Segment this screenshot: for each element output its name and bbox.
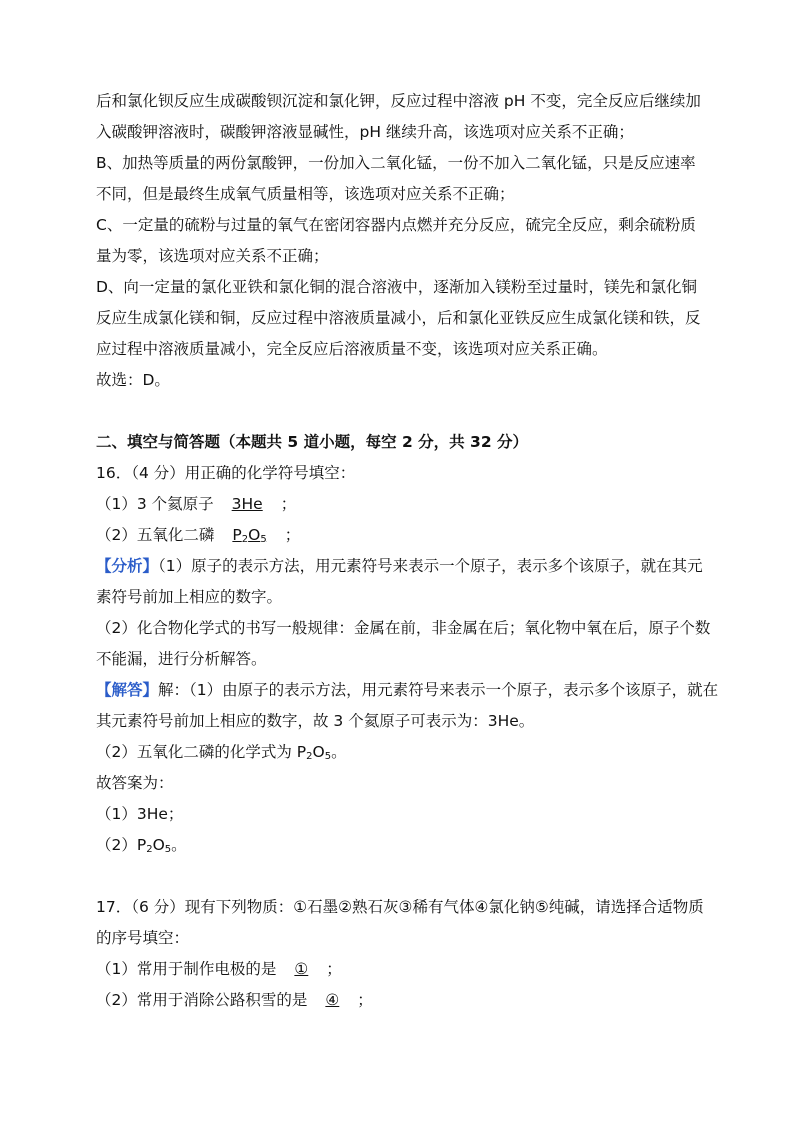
part-suffix: ； (357, 991, 373, 1009)
part-prefix: （2）五氧化二磷 (96, 526, 215, 544)
text-line: C、一定量的硫粉与过量的氧气在密闭容器内点燃并充分反应，硫完全反应，剩余硫粉质 (96, 216, 696, 234)
question-17-part-1 (96, 954, 716, 985)
solution-text: 。 (331, 743, 347, 761)
final-choice: 故选：D。 (96, 371, 170, 389)
answer-blank (214, 526, 284, 544)
analysis-line: （2）化合物化学式的书写一般规律：金属在前，非金属在后；氧化物中氧在后，原子个数 (96, 619, 711, 637)
answer-blank (276, 960, 326, 978)
answer-text: 3He (231, 495, 263, 513)
answer-text: O (152, 836, 165, 854)
solution-text: （2）五氧化二磷的化学式为 P (96, 743, 307, 761)
answer-label: 故答案为： (96, 774, 174, 792)
part-suffix: ； (284, 526, 301, 544)
solution-line (96, 737, 716, 768)
subscript: 5 (164, 844, 172, 855)
question-16-stem: 16．（4 分）用正确的化学符号填空： (96, 464, 356, 482)
document-content (96, 86, 719, 1016)
part-prefix: （2）常用于消除公路积雪的是 (96, 991, 308, 1009)
solution-text: 解：（1）由原子的表示方法，用元素符号来表示一个原子，表示多个该原子，就在 (158, 681, 719, 699)
part-suffix: ； (280, 495, 297, 513)
answer-text: ④ (325, 991, 340, 1009)
answer-line: （1）3He； (96, 805, 184, 823)
text-line: 后和氯化钡反应生成碳酸钡沉淀和氯化钾，反应过程中溶液 pH 不变，完全反应后继续加 (96, 92, 701, 110)
subscript: 5 (324, 751, 332, 762)
analysis-line (96, 551, 716, 582)
question-16-part-2 (96, 520, 716, 551)
analysis-line: 素符号前加上相应的数字。 (96, 588, 283, 606)
text-line: 不同，但是最终生成氧气质量相等，该选项对应关系不正确； (96, 185, 515, 203)
solution-text: O (312, 743, 325, 761)
analysis-text: （1）原子的表示方法，用元素符号来表示一个原子，表示多个该原子，就在其元 (158, 557, 703, 575)
solution-line (96, 675, 719, 706)
text-line: D、向一定量的氯化亚铁和氯化铜的混合溶液中，逐渐加入镁粉至过量时，镁先和氯化铜 (96, 278, 697, 296)
spacer (96, 861, 716, 892)
question-17-stem: 的序号填空： (96, 929, 190, 947)
question-16-part-1 (96, 489, 716, 520)
solution-line: 其元素符号前加上相应的数字，故 3 个氦原子可表示为：3He。 (96, 712, 535, 730)
answer-text: ① (294, 960, 309, 978)
answer-text: O (248, 526, 261, 544)
subscript: 2 (241, 534, 249, 545)
question-17-stem: 17．（6 分）现有下列物质：①石墨②熟石灰③稀有气体④氯化钠⑤纯碱，请选择合适物质 (96, 898, 704, 916)
answer-text: 。 (171, 836, 187, 854)
text-line: B、加热等质量的两份氯酸钾，一份加入二氧化锰，一份不加入二氧化锰，只是反应速率 (96, 154, 696, 172)
analysis-tag: 【分析】 (96, 557, 159, 575)
answer-line (96, 830, 716, 861)
part-prefix: （1）常用于制作电极的是 (96, 960, 277, 978)
analysis-line: 不能漏，进行分析解答。 (96, 650, 267, 668)
subscript: 5 (260, 534, 267, 545)
part-prefix: （1）3 个氦原子 (96, 495, 214, 513)
subscript: 2 (306, 751, 313, 762)
text-line: 反应生成氯化镁和铜，反应过程中溶液质量减小，后和氯化亚铁反应生成氯化镁和铁，反 (96, 309, 701, 327)
answer-text: （2）P (96, 836, 147, 854)
part-suffix: ； (326, 960, 342, 978)
question-17-part-2 (96, 985, 716, 1016)
section-heading: 二、填空与简答题（本题共 5 道小题，每空 2 分，共 32 分） (96, 433, 529, 451)
text-line: 入碳酸钾溶液时，碳酸钾溶液显碱性，pH 继续升高，该选项对应关系不正确； (96, 123, 634, 141)
subscript: 2 (146, 844, 153, 855)
answer-blank (307, 991, 357, 1009)
spacer (96, 396, 716, 427)
text-line: 应过程中溶液质量减小，完全反应后溶液质量不变，该选项对应关系正确。 (96, 340, 608, 358)
answer-blank (214, 495, 281, 513)
text-line: 量为零，该选项对应关系不正确； (96, 247, 329, 265)
answer-text: P (232, 526, 242, 544)
solution-tag: 【解答】 (96, 681, 159, 699)
